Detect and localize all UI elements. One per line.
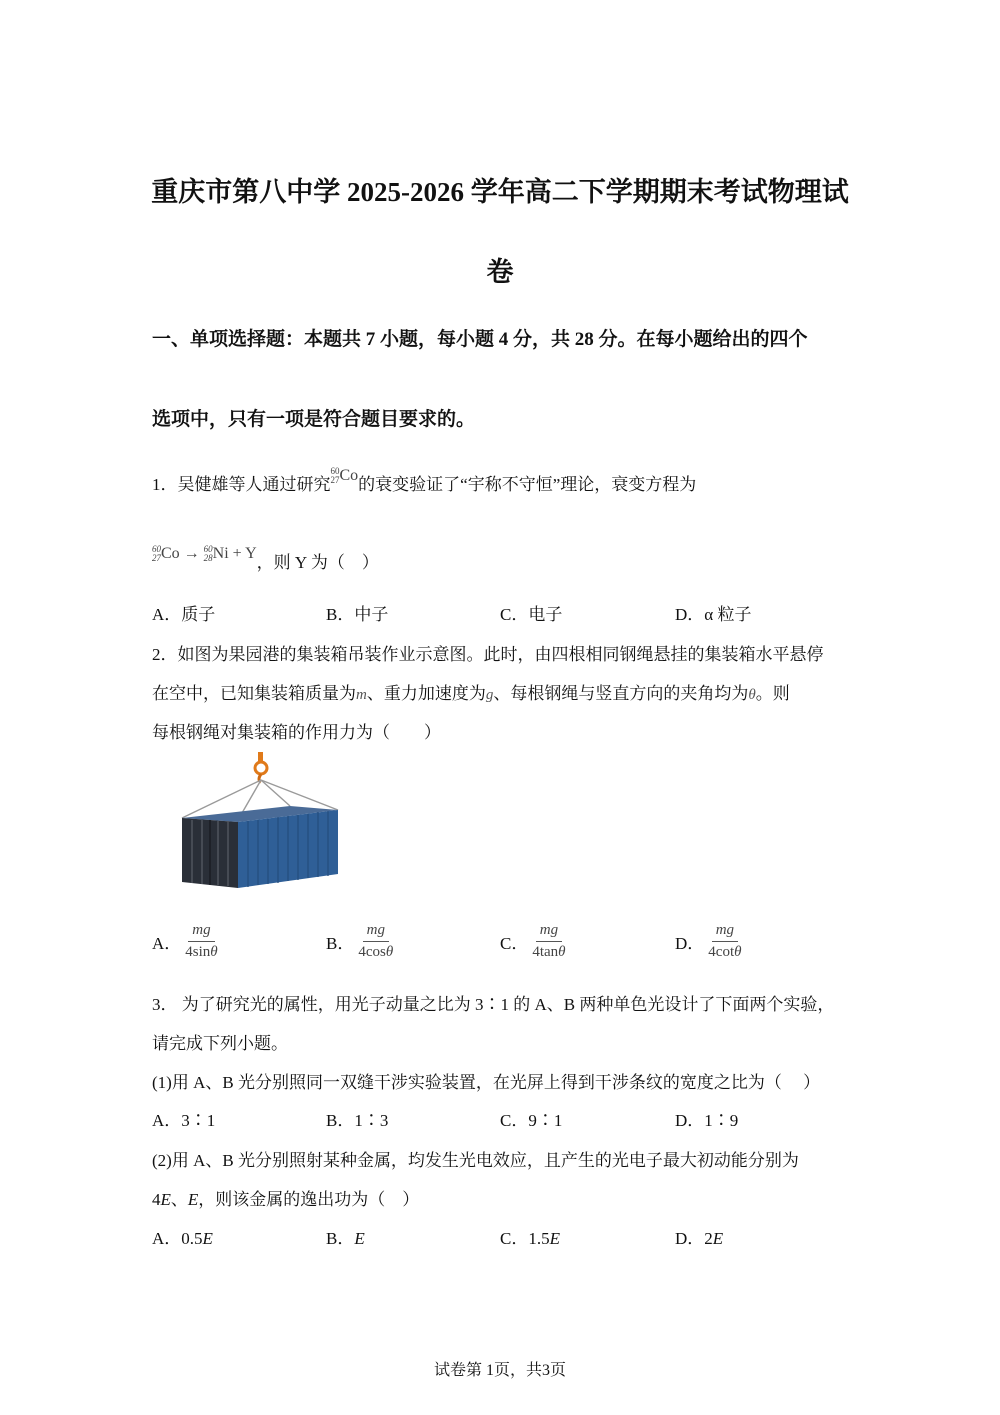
option-number: 2 (704, 1229, 713, 1248)
option-label: B． (326, 1111, 355, 1130)
option-label: C． (500, 934, 529, 953)
exam-title-line1: 重庆市第八中学 2025-2026 学年高二下学期期末考试物理试 (151, 177, 849, 207)
q1-option-c[interactable] (500, 600, 562, 625)
fraction-numerator: mg (363, 922, 389, 942)
q3-2-option-b[interactable] (326, 1224, 365, 1249)
denominator-var: θ (558, 944, 566, 960)
cable-4 (261, 780, 338, 810)
fraction-numerator: mg (536, 922, 562, 942)
q3-2-option-a[interactable] (152, 1224, 213, 1249)
arrow-symbol: → (183, 545, 200, 562)
option-label: C． (500, 605, 529, 624)
option-label: A． (152, 1229, 182, 1248)
q3-1-option-b[interactable] (326, 1106, 388, 1131)
q2-option-d[interactable] (675, 922, 741, 961)
option-text: 1∶9 (704, 1111, 739, 1130)
question-1-stem (152, 466, 697, 495)
theta-symbol: θ (748, 687, 756, 703)
question-2-line2 (152, 679, 790, 704)
option-number: 0.5 (181, 1229, 203, 1248)
option-label: A． (152, 1111, 182, 1130)
exam-title-line2: 卷 (486, 257, 514, 287)
fraction (185, 922, 217, 961)
q2-text-d: 。则 (755, 684, 790, 703)
option-text: 3∶1 (181, 1111, 216, 1130)
denominator-text: 4sin (185, 944, 211, 960)
denominator-text: 4cos (358, 944, 386, 960)
question-3-sub1: (1)用 A、B 光分别照同一双缝干涉实验装置，在光屏上得到干涉条纹的宽度之比为（ ） (152, 1073, 821, 1092)
q2-option-c[interactable] (500, 922, 566, 961)
option-label: D． (675, 1111, 705, 1130)
nuclide-atomic: 27 (330, 475, 340, 486)
q1-question-text: ，则 Y 为（ ） (256, 553, 379, 572)
option-label: B． (326, 1229, 355, 1248)
crane-hook-top (258, 752, 263, 762)
q1-option-a[interactable] (152, 600, 215, 625)
q1-nuclide-co60 (331, 467, 359, 485)
fraction (358, 922, 393, 961)
page-footer: 试卷第 1页，共3页 (433, 1362, 566, 1379)
option-text: 电子 (528, 605, 563, 624)
option-var: E (202, 1229, 213, 1248)
option-text: 质子 (181, 605, 216, 624)
energy-symbol: E (187, 1190, 199, 1209)
energy-symbol: E (160, 1190, 171, 1209)
sub2-text-a: 4 (152, 1190, 161, 1209)
plus-symbol: + (232, 545, 242, 562)
option-var: E (712, 1229, 724, 1248)
option-var: E (354, 1229, 365, 1248)
denominator-var: θ (385, 944, 394, 960)
section-heading-line1: 一、单项选择题：本题共 7 小题，每小题 4 分，共 28 分。在每小题给出的四个 (152, 329, 808, 350)
q3-2-option-d[interactable] (675, 1224, 723, 1249)
q1-option-d[interactable] (675, 600, 751, 625)
option-label: D． (675, 934, 705, 953)
nuclide-mass: 60 (330, 466, 340, 477)
rhs-atomic: 28 (203, 553, 213, 564)
decay-equation (152, 545, 257, 563)
gravity-symbol: g (485, 687, 494, 703)
fraction-denominator (532, 942, 565, 961)
fraction-numerator: mg (188, 922, 214, 942)
fraction (532, 922, 565, 961)
question-1-equation-line (152, 538, 379, 572)
denominator-text: 4cot (708, 944, 735, 960)
fraction-numerator: mg (712, 922, 738, 942)
q3-1-option-c[interactable] (500, 1106, 562, 1131)
cable-3 (261, 780, 290, 806)
option-var: E (549, 1229, 560, 1248)
rhs-symbol: Ni (212, 545, 229, 562)
option-label: A． (152, 934, 182, 953)
denominator-var: θ (734, 944, 742, 960)
section-heading-line2: 选项中，只有一项是符合题目要求的。 (152, 409, 476, 430)
denominator-text: 4tan (532, 944, 559, 960)
mass-symbol: m (356, 687, 367, 703)
q3-1-option-a[interactable] (152, 1106, 215, 1131)
question-2-line3: 每根钢绳对集装箱的作用力为（ ） (152, 723, 441, 742)
option-text: 1∶3 (354, 1111, 389, 1130)
sub2-text-b: 、 (170, 1190, 188, 1209)
option-label: D． (675, 605, 705, 624)
option-label: C． (500, 1111, 529, 1130)
option-number: 1.5 (528, 1229, 550, 1248)
fraction (708, 922, 741, 961)
option-label: B． (326, 605, 355, 624)
option-label: B． (326, 934, 355, 953)
lhs-atomic: 27 (152, 553, 161, 564)
nuclide-symbol: Co (339, 467, 359, 484)
fraction-denominator (358, 942, 393, 961)
q2-text-b: 、重力加速度为 (366, 684, 486, 703)
q1-option-b[interactable] (326, 600, 388, 625)
option-label: D． (675, 1229, 705, 1248)
y-symbol: Y (245, 545, 257, 562)
denominator-var: θ (210, 944, 218, 960)
question-3-line2: 请完成下列小题。 (152, 1034, 288, 1053)
question-3-sub2-line2 (152, 1185, 419, 1210)
q2-text-c: 、每根钢绳与竖直方向的夹角均为 (493, 684, 749, 703)
lhs-mass: 60 (152, 544, 161, 555)
q1-text-after: 的衰变验证了“宇称不守恒”理论，衰变方程为 (358, 475, 697, 494)
fraction-denominator (185, 942, 217, 961)
fraction-denominator (708, 942, 741, 961)
q3-1-option-d[interactable] (675, 1106, 738, 1131)
option-text: 9∶1 (528, 1111, 563, 1130)
rhs-mass: 60 (203, 544, 213, 555)
q1-text-before: 1．吴健雄等人通过研究 (152, 475, 331, 494)
q2-text-a: 在空中，已知集装箱质量为 (152, 684, 356, 703)
option-label: A． (152, 605, 182, 624)
lhs-symbol: Co (161, 545, 180, 562)
question-2-line1: 2．如图为果园港的集装箱吊装作业示意图。此时，由四根相同钢绳悬挂的集装箱水平悬停 (152, 645, 824, 664)
option-text: α 粒子 (704, 605, 752, 624)
q3-2-option-c[interactable] (500, 1224, 560, 1249)
q2-option-a[interactable] (152, 922, 218, 961)
sub2-text-c: ，则该金属的逸出功为（ ） (198, 1190, 420, 1209)
container-lifting-figure (170, 750, 350, 895)
option-text: 中子 (354, 605, 389, 624)
q2-option-b[interactable] (326, 922, 393, 961)
question-3-sub2-line1: (2)用 A、B 光分别照射某种金属，均发生光电效应，且产生的光电子最大初动能分别为 (152, 1151, 799, 1170)
question-3-line1: 3． 为了研究光的属性，用光子动量之比为 3∶1 的 A、B 两种单色光设计了下面两个实验， (152, 995, 835, 1014)
option-label: C． (500, 1229, 529, 1248)
crane-hook-ring (255, 762, 267, 774)
